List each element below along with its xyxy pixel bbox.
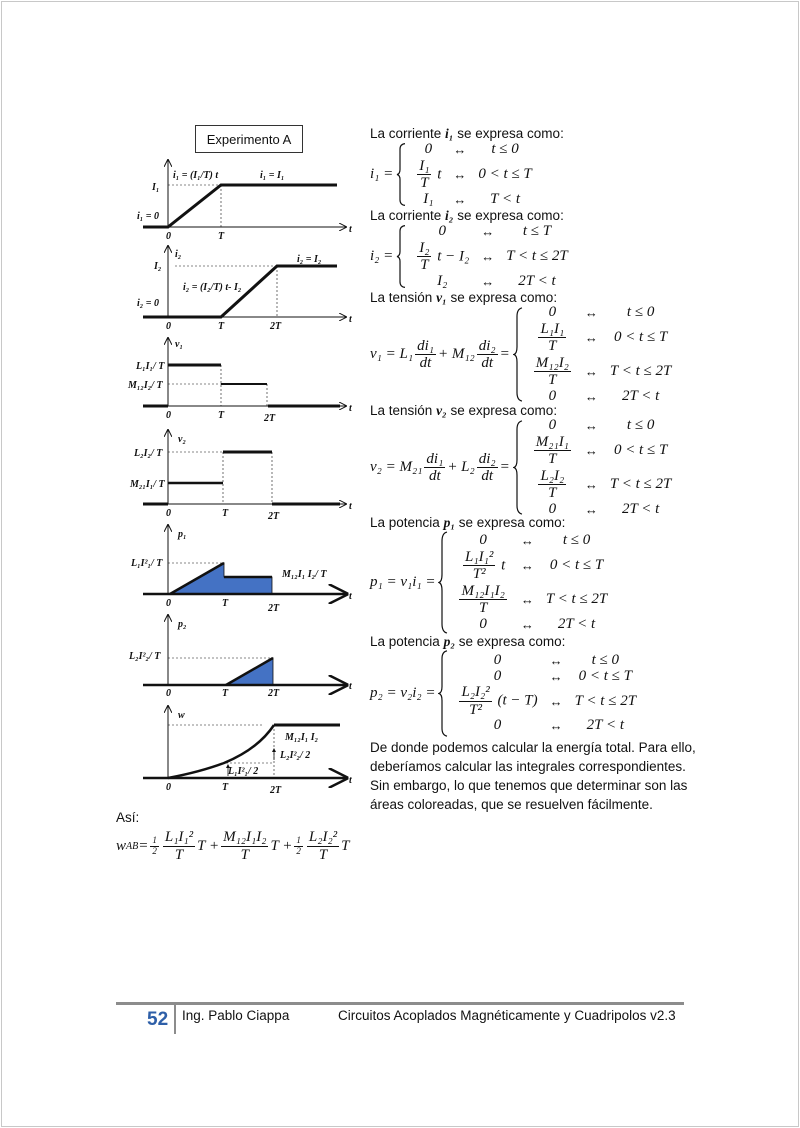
numerator: L₂I₂ — [540, 467, 565, 484]
g4-axis-label: v₂ — [178, 434, 186, 445]
left-brace-icon — [438, 650, 448, 737]
heading-text: se expresa como: — [453, 126, 564, 141]
left-brace-icon — [396, 225, 406, 288]
math-text: 0 — [424, 140, 433, 157]
g2-ramp-label: i₂ = (I₂/T) t- I₂ — [183, 282, 242, 293]
g6-x2T: 2T — [268, 688, 280, 699]
case-expression — [409, 158, 447, 192]
g1-x0: 0 — [166, 231, 171, 242]
case-row — [409, 192, 538, 208]
fraction — [424, 451, 445, 485]
cases-table — [526, 305, 678, 405]
math-text: t — [497, 556, 506, 573]
case-row — [409, 274, 573, 290]
numerator: I₂ — [419, 239, 430, 256]
g1-zero-label: i₁ = 0 — [137, 211, 159, 222]
case-row — [526, 434, 678, 468]
case-row — [526, 305, 678, 321]
math-text: 0 — [438, 222, 446, 239]
denominator: T — [548, 372, 557, 388]
case-expression — [409, 192, 447, 208]
paragraph-line: De donde podemos calcular la energía total. Para ello, — [370, 740, 696, 755]
g2-t: t — [349, 314, 352, 325]
numerator: L₁I₁² — [465, 548, 494, 565]
denominator: T — [548, 451, 557, 467]
equation-lhs — [370, 248, 393, 265]
fraction — [417, 158, 431, 192]
equation-lhs — [370, 574, 435, 591]
math-text: 0 — [493, 651, 502, 668]
case-arrow: ↔ — [584, 476, 598, 492]
heading-variable: p₂ — [443, 634, 456, 649]
denominator: T — [478, 600, 488, 616]
numerator: M₁₂I₁I₂ — [461, 582, 505, 599]
case-arrow: ↔ — [520, 616, 534, 632]
numerator: di₂ — [478, 450, 496, 467]
fraction — [150, 836, 159, 857]
fraction — [307, 829, 339, 863]
g4-x2T: 2T — [268, 511, 280, 522]
page-number: 52 — [147, 1009, 169, 1030]
math-text: + L₂ — [447, 459, 475, 475]
g3-x0: 0 — [166, 410, 171, 421]
case-expression — [451, 684, 543, 718]
case-condition: 0 < t ≤ T — [578, 667, 633, 684]
cases-table — [451, 533, 613, 633]
paragraph-line: deberíamos calcular las integrales correspondientes. — [370, 759, 686, 774]
denominator: dt — [481, 468, 494, 484]
denominator: dt — [481, 355, 494, 371]
case-expression — [451, 718, 543, 734]
footer-title: Circuitos Acoplados Magnéticamente y Cuadripolos v2.3 — [338, 1008, 676, 1023]
case-condition: T < t ≤ 2T — [609, 475, 672, 492]
math-text: T — [341, 837, 350, 854]
heading-text: La corriente — [370, 208, 446, 223]
g4-xT: T — [222, 508, 229, 519]
conclusion-paragraph — [370, 738, 696, 814]
g6-x0: 0 — [166, 688, 171, 699]
g7-x2T: 2T — [270, 785, 282, 796]
case-row — [451, 718, 642, 734]
case-arrow: ↔ — [584, 304, 598, 320]
case-arrow: ↔ — [549, 693, 563, 709]
case-row — [526, 389, 678, 405]
g4-x0: 0 — [166, 508, 171, 519]
case-row — [526, 355, 678, 389]
case-arrow: ↔ — [549, 718, 563, 734]
denominator: 2 — [296, 845, 301, 856]
case-expression — [526, 434, 579, 468]
case-expression — [409, 224, 475, 240]
g4-t: t — [349, 501, 352, 512]
math-text: 0 — [548, 500, 557, 517]
case-expression — [409, 240, 475, 274]
case-expression — [526, 321, 579, 355]
g5-t: t — [349, 591, 352, 602]
footer-rule — [116, 1002, 684, 1005]
section-heading-p2 — [370, 634, 565, 650]
numerator: L₁I₁ — [540, 320, 565, 337]
case-condition: t ≤ 0 — [562, 531, 591, 548]
g2-x0: 0 — [166, 321, 171, 332]
case-arrow: ↔ — [549, 668, 563, 684]
paragraph-line: áreas coloreadas, que se resuelven fácilmente. — [370, 797, 653, 812]
math-text: p₂ = v₂i₂ = — [370, 685, 436, 701]
case-row — [409, 142, 538, 158]
case-condition: 2T < t — [518, 272, 556, 289]
case-row — [451, 533, 613, 549]
denominator: T² — [469, 701, 483, 718]
g5-axis-label: p₁ — [178, 529, 187, 540]
fraction — [459, 583, 506, 617]
case-condition: T < t — [490, 190, 521, 207]
math-text: 0 — [493, 717, 502, 734]
numerator: di₁ — [417, 337, 434, 354]
case-arrow: ↔ — [584, 329, 598, 345]
section-heading-i1 — [370, 126, 564, 142]
fraction — [459, 684, 491, 718]
fraction — [538, 321, 566, 355]
case-condition: 0 < t ≤ T — [549, 556, 604, 573]
case-expression — [451, 583, 514, 617]
equation-i2 — [370, 222, 574, 289]
case-arrow: ↔ — [520, 532, 534, 548]
g3-x2T: 2T — [264, 413, 276, 424]
case-row — [451, 684, 642, 718]
case-arrow: ↔ — [584, 501, 598, 517]
denominator: T² — [472, 566, 486, 582]
case-expression — [526, 305, 579, 321]
equation-v1 — [370, 303, 677, 404]
case-arrow: ↔ — [520, 591, 534, 607]
case-arrow: ↔ — [520, 557, 534, 573]
case-condition: t ≤ 0 — [491, 140, 519, 157]
case-condition: 2T < t — [621, 387, 660, 404]
case-arrow: ↔ — [481, 248, 495, 264]
math-text: = — [499, 346, 510, 362]
math-text: 0 — [479, 615, 487, 632]
case-condition: T < t ≤ 2T — [506, 247, 568, 264]
numerator: L₁I₁² — [164, 829, 194, 845]
case-arrow: ↔ — [453, 141, 467, 157]
subscript: AB — [126, 840, 139, 852]
g3-xT: T — [218, 410, 225, 421]
g2-flat-label: i₂ = I₂ — [297, 254, 322, 265]
footer-author: Ing. Pablo Ciappa — [182, 1008, 290, 1023]
equation-i1 — [370, 140, 538, 207]
g2-x2T: 2T — [270, 321, 282, 332]
cases-table — [451, 653, 642, 734]
heading-text: se expresa como: — [455, 515, 566, 530]
heading-text: se expresa como: — [453, 208, 564, 223]
case-row — [409, 158, 538, 192]
equation-v2 — [370, 416, 677, 517]
heading-text: se expresa como: — [455, 634, 566, 649]
denominator: dt — [429, 468, 441, 484]
heading-text: La tensión — [370, 290, 437, 305]
heading-text: La potencia — [370, 634, 444, 649]
case-condition: t ≤ 0 — [626, 303, 655, 320]
g5-x2T: 2T — [268, 603, 280, 614]
math-text: i₁ = — [370, 166, 394, 182]
g4-low-label: M₂₁I₁/ T — [130, 479, 165, 490]
numerator: L₂I₂² — [308, 829, 338, 845]
fraction — [538, 468, 566, 502]
heading-text: La potencia — [370, 515, 444, 530]
paragraph-line: Sin embargo, lo que tenemos que determinar son las — [370, 778, 688, 793]
case-expression — [451, 533, 514, 549]
heading-text: La corriente — [370, 126, 446, 141]
math-text: 0 — [548, 416, 557, 433]
section-heading-i2 — [370, 208, 564, 224]
case-arrow: ↔ — [584, 442, 598, 458]
math-text: I₂ — [437, 272, 448, 289]
fraction — [163, 829, 195, 863]
case-row — [526, 418, 678, 434]
g7-e2-label: L₂I²₂/ 2 — [280, 750, 311, 761]
numerator: I₁ — [419, 157, 430, 174]
g3-axis-label: v₁ — [175, 339, 183, 350]
case-row — [451, 583, 613, 617]
g1-flat-label: i₁ = I₁ — [260, 170, 285, 181]
case-row — [526, 468, 678, 502]
numerator: M₂₁I₁ — [535, 433, 569, 450]
math-text: p₁ = v₁i₁ = — [370, 574, 436, 590]
equation-p1 — [370, 531, 613, 634]
numerator: di₂ — [478, 337, 496, 354]
case-expression — [526, 502, 579, 518]
g1-level-label: I₁ — [152, 182, 160, 193]
case-expression — [526, 418, 579, 434]
case-row — [526, 502, 678, 518]
fraction — [294, 836, 303, 857]
g5-x0: 0 — [166, 598, 171, 609]
fraction — [534, 434, 571, 468]
graph-p2 — [143, 615, 346, 685]
numerator: M₁₂I₁I₂ — [223, 829, 267, 845]
case-row — [409, 240, 573, 274]
g6-t: t — [349, 681, 352, 692]
numerator: di₁ — [426, 450, 444, 467]
fraction — [415, 338, 436, 372]
numerator: L₂I₂² — [461, 684, 490, 701]
case-condition: T < t ≤ 2T — [574, 692, 637, 709]
heading-variable: v₂ — [436, 403, 447, 418]
case-expression — [526, 355, 579, 389]
case-expression — [526, 389, 579, 405]
numerator: 1 — [296, 834, 301, 845]
case-arrow: ↔ — [481, 273, 495, 289]
g7-t: t — [349, 775, 352, 786]
math-text: = — [499, 459, 510, 475]
denominator: T — [420, 175, 429, 191]
heading-variable: p₁ — [443, 515, 456, 530]
fraction — [534, 355, 571, 389]
g6-xT: T — [222, 688, 229, 699]
numerator: M₁₂I₂ — [535, 354, 569, 371]
g5-xT: T — [222, 598, 229, 609]
footer-separator — [174, 1004, 176, 1034]
case-arrow: ↔ — [584, 417, 598, 433]
cases-table — [409, 142, 538, 208]
g7-axis-label: w — [178, 710, 185, 721]
case-condition: 2T < t — [621, 500, 660, 517]
g1-xT: T — [218, 231, 225, 242]
denominator: 2 — [152, 845, 157, 856]
case-expression — [451, 617, 514, 633]
denominator: T — [174, 846, 184, 863]
g7-e1-label: L₁I²₁/ 2 — [228, 766, 259, 777]
heading-variable: v₁ — [436, 290, 447, 305]
g1-ramp-label: i₁ = (I₁/T) t — [173, 170, 219, 181]
experiment-label: Experimento A — [195, 125, 303, 153]
case-row — [409, 224, 573, 240]
math-text: i₂ = — [370, 248, 394, 264]
math-text: v₂ = M₂₁ — [370, 459, 423, 475]
heading-variable: i₁ — [445, 126, 454, 141]
denominator: T — [240, 846, 249, 863]
numerator: 1 — [152, 834, 157, 845]
case-condition: t ≤ 0 — [626, 416, 655, 433]
math-text: 0 — [548, 387, 557, 404]
equation-lhs — [370, 338, 510, 372]
math-text: (t − T) — [493, 692, 538, 709]
g3-low-label: M₁₂I₂/ T — [128, 380, 163, 391]
math-text: 0 — [479, 531, 487, 548]
g6-axis-label: p₂ — [178, 619, 187, 630]
g6-peak-label: L₂I²₂/ T — [129, 651, 161, 662]
g1-t: t — [349, 224, 352, 235]
fraction — [463, 549, 495, 583]
case-expression — [409, 274, 475, 290]
math-text: 0 — [548, 303, 557, 320]
case-condition: t ≤ T — [522, 222, 552, 239]
heading-text: se expresa como: — [446, 290, 558, 305]
math-text: 0 — [493, 667, 502, 684]
case-arrow: ↔ — [481, 223, 495, 239]
math-text: v₁ = L₁ — [370, 346, 414, 362]
case-row — [451, 549, 613, 583]
cases-table — [526, 418, 678, 518]
g7-x0: 0 — [166, 782, 171, 793]
heading-text: se expresa como: — [446, 403, 558, 418]
equation-p2 — [370, 650, 642, 737]
fraction — [221, 829, 268, 863]
g2-level-label: I₂ — [154, 261, 162, 272]
left-brace-icon — [513, 420, 523, 515]
denominator: T — [548, 338, 557, 354]
denominator: T — [318, 846, 328, 863]
fraction — [477, 338, 498, 372]
case-arrow: ↔ — [453, 166, 467, 182]
math-text: t — [433, 165, 442, 182]
math-text: + M₁₂ — [437, 346, 475, 362]
g3-high-label: L₁I₁/ T — [136, 361, 165, 372]
math-text: w — [116, 837, 127, 854]
fraction — [417, 240, 431, 274]
case-arrow: ↔ — [584, 388, 598, 404]
section-heading-v2 — [370, 403, 557, 419]
case-condition: 2T < t — [586, 717, 625, 734]
left-brace-icon — [513, 307, 523, 402]
equation-lhs — [370, 451, 510, 485]
case-condition: 0 < t ≤ T — [613, 328, 668, 345]
section-heading-p1 — [370, 515, 565, 531]
g7-xT: T — [222, 782, 229, 793]
g2-axis-label: i₂ — [175, 249, 182, 260]
heading-variable: i₂ — [445, 208, 454, 223]
heading-text: La tensión — [370, 403, 437, 418]
case-expression — [451, 549, 514, 583]
asi-label: Así: — [116, 810, 140, 825]
left-brace-icon — [396, 143, 406, 206]
math-text: t − I₂ — [433, 247, 470, 264]
math-text: T + — [270, 837, 293, 854]
case-condition: T < t ≤ 2T — [545, 590, 608, 607]
case-expression — [451, 669, 543, 685]
math-text: = — [138, 837, 149, 854]
g5-flat-label: M₁₂I₁ I₂/ T — [282, 569, 327, 580]
case-expression — [526, 468, 579, 502]
case-condition: 0 < t ≤ T — [478, 165, 532, 182]
cases-table — [409, 224, 573, 290]
math-text: I₁ — [423, 190, 434, 207]
fraction — [477, 451, 498, 485]
equation-lhs — [370, 166, 393, 183]
case-arrow: ↔ — [584, 363, 598, 379]
denominator: T — [548, 485, 557, 501]
g2-zero-label: i₂ = 0 — [137, 298, 159, 309]
case-row — [526, 321, 678, 355]
case-condition: 0 < t ≤ T — [613, 441, 668, 458]
case-arrow: ↔ — [453, 191, 467, 207]
case-row — [451, 669, 642, 685]
g4-high-label: L₂I₂/ T — [134, 448, 163, 459]
case-row — [451, 617, 613, 633]
case-condition: T < t ≤ 2T — [609, 362, 672, 379]
g3-t: t — [349, 403, 352, 414]
case-condition: t ≤ 0 — [591, 651, 620, 668]
g2-xT: T — [218, 321, 225, 332]
graph-p1 — [143, 525, 346, 594]
energy-equation — [116, 828, 350, 864]
math-text: T + — [197, 837, 220, 854]
case-expression — [451, 653, 543, 669]
case-expression — [409, 142, 447, 158]
case-condition: 2T < t — [557, 615, 596, 632]
g5-peak-label: L₁I²₁/ T — [131, 558, 163, 569]
g7-mutual-label: M₁₂I₁ I₂ — [285, 732, 319, 743]
case-arrow: ↔ — [549, 652, 563, 668]
equation-lhs — [370, 685, 435, 702]
case-row — [451, 653, 642, 669]
denominator: T — [420, 257, 429, 273]
graph-v1 — [143, 338, 346, 406]
graph-v2 — [143, 430, 346, 504]
denominator: dt — [419, 355, 432, 371]
section-heading-v1 — [370, 290, 557, 306]
left-brace-icon — [438, 531, 448, 634]
